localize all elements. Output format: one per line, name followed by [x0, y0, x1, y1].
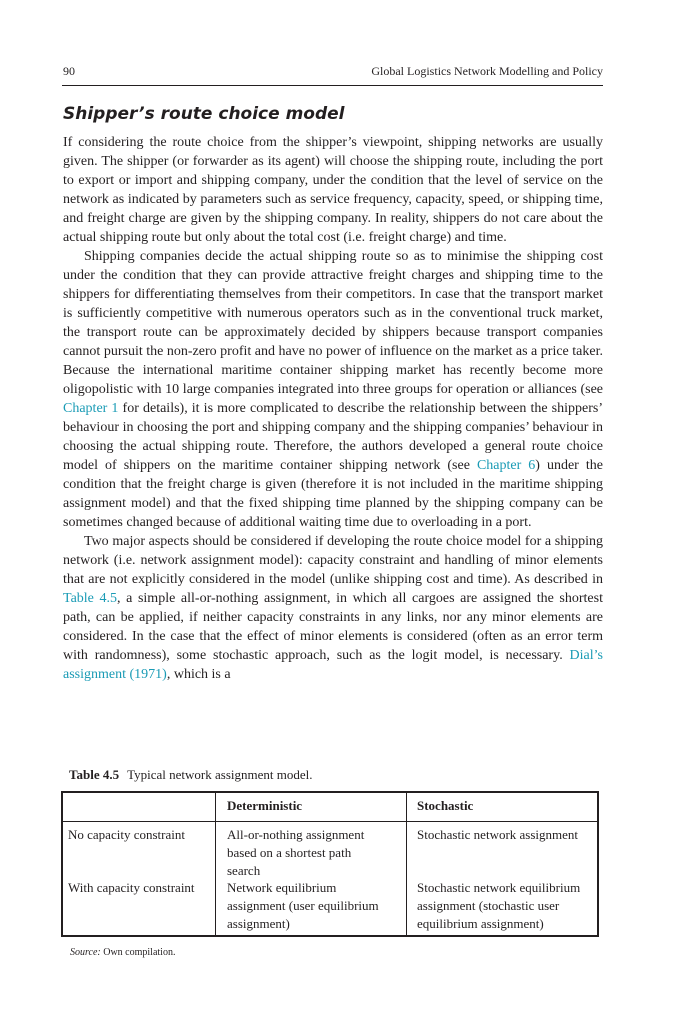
chapter-6-link[interactable]: Chapter 6 [476, 458, 536, 473]
table-caption-text: Typical network assignment model. [127, 767, 313, 782]
source-label: Source: [70, 947, 101, 958]
cell-line: assignment) [227, 916, 290, 931]
cell-line: Stochastic network equilibrium [417, 880, 581, 895]
assignment-table [61, 791, 599, 937]
cell-line: based on a shortest path [227, 845, 352, 860]
table-label: Table 4.5 [69, 767, 120, 782]
table-divider-1 [215, 793, 216, 935]
col-header-deterministic: Deterministic [227, 798, 303, 813]
page-number: 90 [63, 64, 75, 78]
cell-line: equilibrium assignment) [417, 916, 544, 931]
paragraph-2 [63, 247, 603, 532]
paragraph-1-text: If considering the route choice from the shipper’s viewpoint, shipping networks are usually given. The shipper (or forwarder as its agent) will choose the shipping route, including the port to export or import and shipping company, under the condition that the level of service on the network as indicated by parameters such as service frequency, capacity, speed, or shipping time, and freight charge are given by the shipping company. In reality, shippers do not care about the actual shipping route but only about the total cost (i.e. freight charge) and time. [63, 135, 603, 245]
row-label-with-capacity: With capacity constraint [68, 880, 195, 895]
paragraph-1 [63, 133, 603, 247]
cell-no-capacity-stochastic [417, 826, 578, 844]
cell-line: assignment (stochastic user [417, 898, 560, 913]
cell-line: Stochastic network assignment [417, 827, 579, 842]
paragraph-3-text-a: Two major aspects should be considered if developing the route choice model for a shipping network (i.e. network assignment model): capacity constraint and handling of minor elements that are not explicitly considered in the model (unlike shipping cost and time). As described in [63, 534, 603, 587]
row-label-no-capacity: No capacity constraint [68, 827, 185, 842]
header-rule [62, 85, 603, 86]
paragraph-3-text-c: , which is a [166, 667, 231, 682]
cell-line: search [227, 863, 261, 878]
cell-with-capacity-stochastic [417, 879, 580, 933]
cell-line: assignment (user equilibrium [227, 898, 379, 913]
chapter-1-link[interactable]: Chapter 1 [63, 401, 119, 416]
dial-assignment-link[interactable]: Dial’s assignment (1971) [63, 648, 603, 682]
paragraph-2-text-c: ) under the condition that the freight charge is given (therefore it is not included in the maritime shipping assignment model) and that the fixed shipping time planned by the shipping company can be sometimes changed because of additional waiting time due to overloading in a port. [63, 458, 603, 530]
paragraph-3-text-b: , a simple all-or-nothing assignment, in which all cargoes are assigned the shortest path, can be applied, if neither capacity constraints in any links, nor any minor elements are considered. In the case that the effect of minor elements is considered (often as an error term with randomness), some stochastic approach, such as the logit model, is necessary. [63, 591, 603, 663]
table-caption [69, 767, 312, 783]
cell-line: All-or-nothing assignment [227, 827, 365, 842]
col-header-stochastic: Stochastic [417, 798, 474, 813]
cell-no-capacity-deterministic [227, 826, 364, 880]
paragraph-2-text-a: Shipping companies decide the actual shipping route so as to minimise the shipping cost under the condition that they can provide attractive freight charges and shipping time to the shippers for differentiating themselves from their competitors. In case that the transport market is sufficiently competitive with numerous operators such as in the conventional truck market, the transport route can be approximately decided by shippers because transport companies cannot pursuit the non-zero profit and have no power of influence on the market as a price taker. Because the international maritime container shipping market has recently become more oligopolistic with 10 large companies integrated into three groups for operation or alliances (see [63, 249, 603, 397]
paragraph-2-text-b: for details), it is more complicated to describe the relationship between the shippers’ behaviour in choosing the port and shipping company and the shipping companies’ behaviour in choosing the actual shipping route. Therefore, the authors developed a general route choice model of shippers on the maritime container shipping network (see [63, 401, 603, 473]
paragraph-3 [63, 532, 603, 684]
cell-with-capacity-deterministic [227, 879, 379, 933]
table-source [70, 947, 175, 958]
running-title: Global Logistics Network Modelling and Policy [371, 64, 603, 78]
body-text [63, 133, 603, 684]
header-rule-line [63, 821, 597, 822]
source-text: Own compilation. [103, 947, 176, 958]
cell-line: Network equilibrium [227, 880, 337, 895]
table-4-5-link[interactable]: Table 4.5 [63, 591, 118, 606]
section-title: Shipper’s route choice model [63, 104, 345, 124]
table-divider-2 [406, 793, 407, 935]
